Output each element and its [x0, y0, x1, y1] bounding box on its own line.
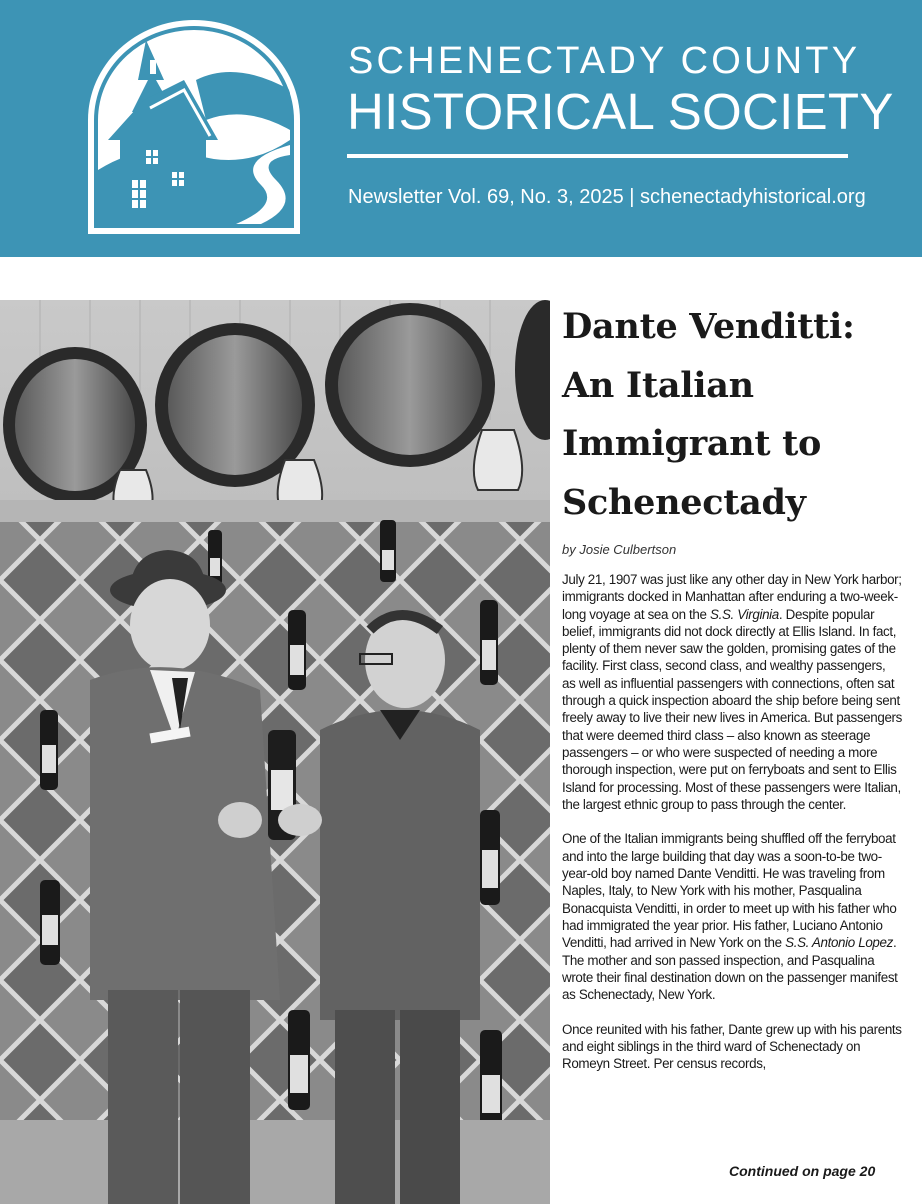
- masthead-divider: [347, 154, 848, 158]
- byline: by Josie Culbertson: [562, 542, 677, 557]
- article-headline: [562, 298, 902, 532]
- paragraph: One of the Italian immigrants being shuffled off the ferryboat and into the large building that day was a soon-to-be two-year-old boy named Dante Venditti. He was traveling from Naples, Italy, to New York with his mother, Pasqualina Bonacquista Venditti, in order to meet up with his father who had immigrated the year prior. His father, Luciano Antonio Venditti, had arrived in New York on the S.S. Antonio Lopez. The mother and son passed inspection, and Pasqualina wrote their final destination down on the passenger manifest as Schenectady, New York.: [562, 831, 898, 1003]
- continued-link[interactable]: Continued on page 20: [729, 1163, 876, 1179]
- ship-name: S.S. Antonio Lopez: [785, 935, 893, 951]
- article-body: [562, 571, 902, 1073]
- masthead: [0, 0, 922, 257]
- org-name-line2: HISTORICAL SOCIETY: [347, 83, 894, 140]
- headline-line: Schenectady: [562, 481, 806, 523]
- wine-cellar-photo: [0, 300, 550, 1204]
- article: [562, 298, 902, 1073]
- issue-info: Newsletter Vol. 69, No. 3, 2025 | schenectadyhistorical.org: [348, 186, 866, 208]
- house-tree-river-logo: [86, 20, 302, 236]
- paragraph: July 21, 1907 was just like any other day in New York harbor; immigrants docked in Manhattan after enduring a two-week-long voyage at sea on the S.S. Virginia. Despite popular belief, immigrants did not dock directly at Ellis Island. In fact, plenty of them never saw the golden, promising gates of the facility. First class, second class, and wealthy passengers, as well as influential passengers with connections, often sat through a quick inspection aboard the ship before being sent freely away to live their new lives in America. But passengers that were deemed third class – also known as steerage passengers – or who were suspected of needing a more thorough inspection, were put on ferryboats and sent to Ellis Island for processing. Most of these passengers were Italian, the largest ethnic group to pass through the center.: [562, 572, 903, 812]
- headline-line: Dante Venditti:: [562, 306, 855, 347]
- paragraph: Once reunited with his father, Dante grew up with his parents and eight siblings in the third ward of Schenectady on Romeyn Street. Per census records,: [562, 1021, 902, 1072]
- headline-line: Immigrant to: [562, 423, 822, 464]
- org-name-line1: SCHENECTADY COUNTY: [348, 40, 861, 82]
- headline-line: An Italian: [562, 364, 754, 406]
- ship-name: S.S. Virginia: [710, 606, 779, 622]
